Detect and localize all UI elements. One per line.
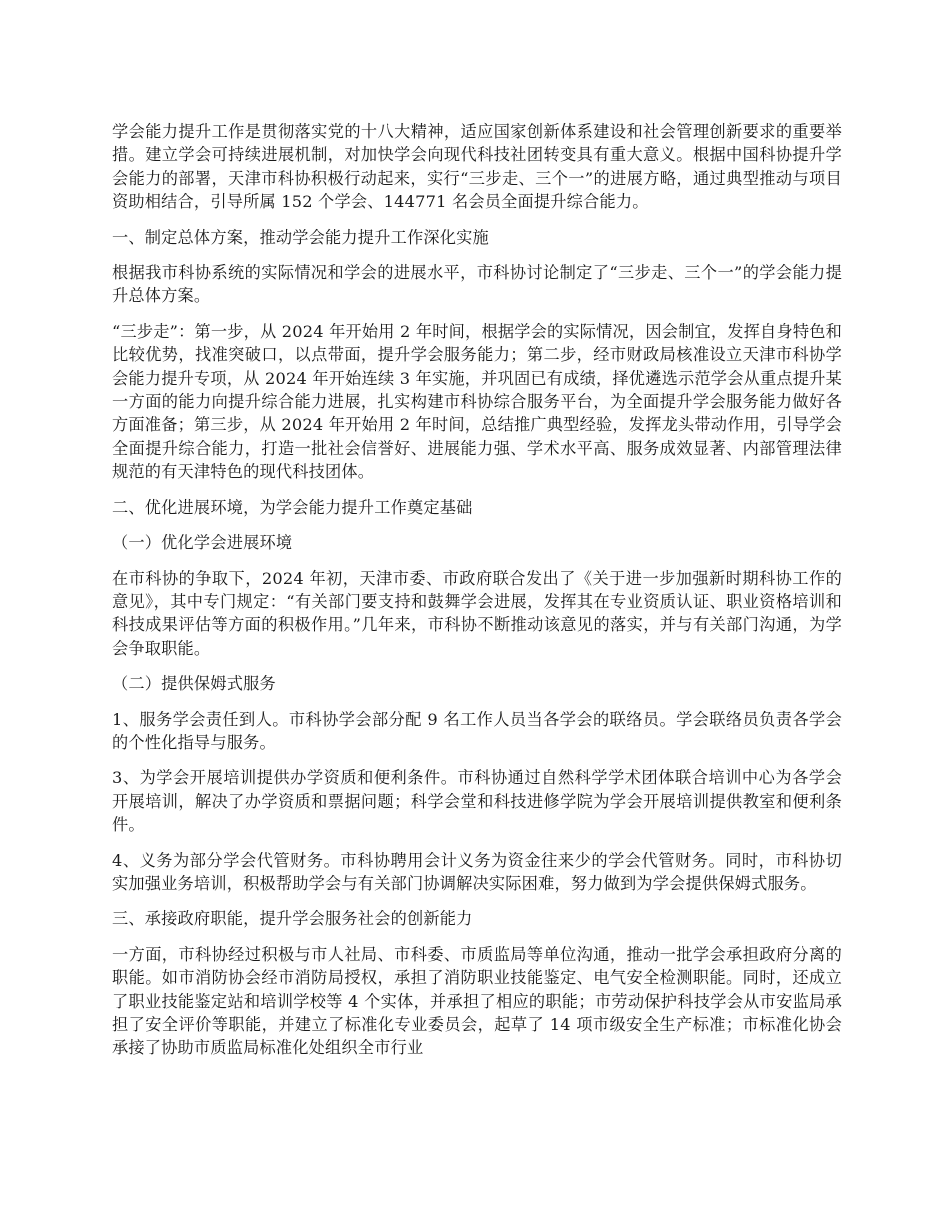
paragraph-intro: 学会能力提升工作是贯彻落实党的十八大精神，适应国家创新体系建设和社会管理创新要求的重要举措。建立学会可持续进展机制，对加快学会向现代科技社团转变具有重大意义。根据中国科协提升学会能力的部署，天津市科协积极行动起来，实行“三步走、三个一”的进展方略，通过典型推动与项目资助相结合，引导所属 152 个学会、144771 名会员全面提升综合能力。 [112,122,842,212]
paragraph: 在市科协的争取下，2024 年初，天津市委、市政府联合发出了《关于进一步加强新时期科协工作的意见》，其中专门规定：“有关部门要支持和鼓舞学会进展，发挥其在专业资质认证、职业资格培训和科技成果评估等方面的积极作用。”几年来，市科协不断推动该意见的落实，并与有关部门沟通，为学会争取职能。 [112,568,842,658]
section-heading-3: 三、承接政府职能，提升学会服务社会的创新能力 [112,909,473,929]
section-heading-2: 二、优化进展环境，为学会能力提升工作奠定基础 [112,497,473,517]
paragraph: “三步走”：第一步，从 2024 年开始用 2 年时间，根据学会的实际情况，因会制宜，发挥自身特色和比较优势，找准突破口，以点带面，提升学会服务能力；第二步，经市财政局核准设立天津市科协学会能力提升专项，从 2024 年开始连续 3 年实施，并巩固已有成绩，择优遴选示范学会从重点提升某一方面的能力向提升综合能力进展，扎实构建市科协综合服务平台，为全面提升学会服务能力做好各方面准备；第三步，从 2024 年开始用 2 年时间，总结推广典型经验，发挥龙头带动作用，引导学会全面提升综合能力，打造一批社会信誉好、进展能力强、学术水平高、服务成效显著、内部管理法律规范的有天津特色的现代科技团体。 [112,321,842,482]
paragraph: 1、服务学会责任到人。市科协学会部分配 9 名工作人员当各学会的联络员。学会联络员负责各学会的个性化指导与服务。 [112,709,842,752]
document-body [112,120,842,1072]
paragraph: 4、义务为部分学会代管财务。市科协聘用会计义务为资金往来少的学会代管财务。同时，市科协切实加强业务培训，积极帮助学会与有关部门协调解决实际困难，努力做到为学会提供保姆式服务。 [112,850,842,893]
paragraph: 一方面，市科协经过积极与市人社局、市科委、市质监局等单位沟通，推动一批学会承担政府分离的职能。如市消防协会经市消防局授权，承担了消防职业技能鉴定、电气安全检测职能。同时，还成立了职业技能鉴定站和培训学校等 4 个实体，并承担了相应的职能；市劳动保护科技学会从市安监局承担了安全评价等职能，并建立了标准化专业委员会，起草了 14 项市级安全生产标准；市标准化协会承接了协助市质监局标准化处组织全市行业 [112,944,842,1058]
subsection-heading: （一）优化学会进展环境 [112,533,293,553]
paragraph: 3、为学会开展培训提供办学资质和便利条件。市科协通过自然科学学术团体联合培训中心为各学会开展培训，解决了办学资质和票据问题；科学会堂和科技进修学院为学会开展培训提供教室和便利条件。 [112,768,842,835]
subsection-heading: （二）提供保姆式服务 [112,674,276,694]
paragraph: 根据我市科协系统的实际情况和学会的进展水平，市科协讨论制定了“三步走、三个一”的学会能力提升总体方案。 [112,263,842,306]
section-heading-1: 一、制定总体方案，推动学会能力提升工作深化实施 [112,227,489,247]
